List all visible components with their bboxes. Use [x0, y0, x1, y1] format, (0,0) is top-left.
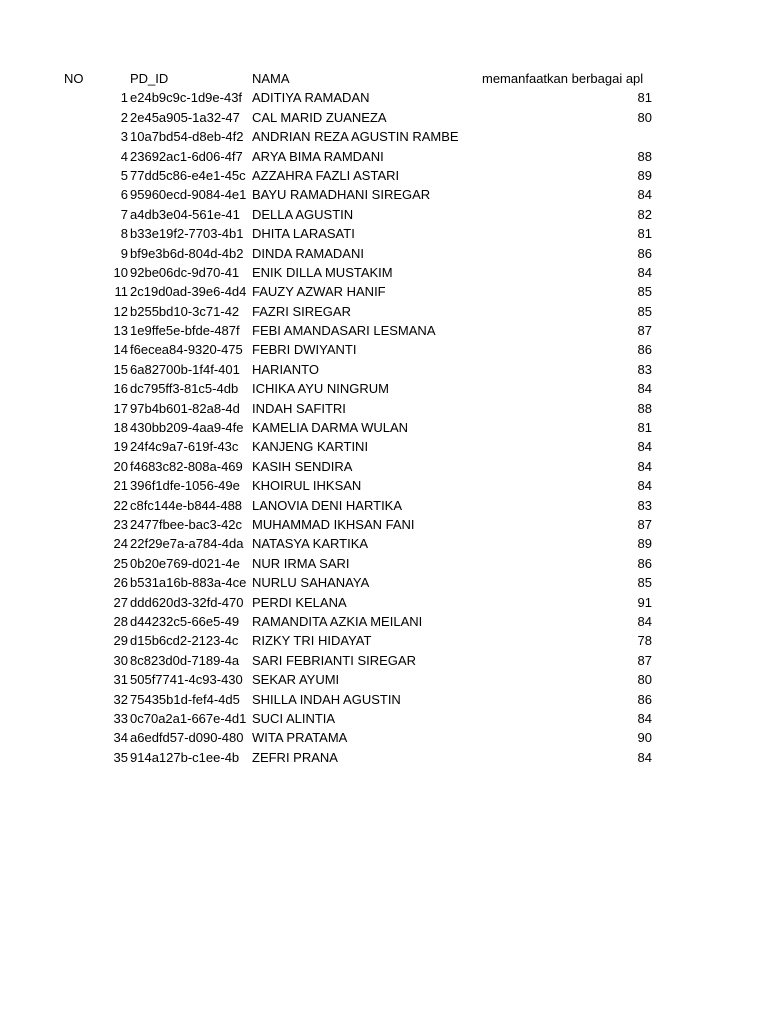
cell-score: 87 — [637, 652, 652, 668]
cell-no: 30 — [113, 652, 128, 668]
cell-score: 87 — [637, 323, 652, 339]
cell-pd-id: b255bd10-3c71-42 — [130, 303, 240, 319]
table-row — [0, 728, 768, 747]
cell-nama: FEBRI DWIYANTI — [252, 342, 357, 358]
cell-nama: ZEFRI PRANA — [252, 749, 338, 765]
cell-score: 84 — [637, 613, 652, 629]
header-pd-id: PD_ID — [130, 71, 169, 86]
cell-no: 7 — [120, 206, 128, 222]
cell-score: 84 — [637, 478, 652, 494]
cell-pd-id: 2477fbee-bac3-42c — [130, 516, 243, 532]
cell-no: 35 — [113, 749, 128, 765]
cell-nama: WITA PRATAMA — [252, 730, 348, 746]
table-row — [0, 748, 768, 767]
cell-nama: KANJENG KARTINI — [252, 439, 369, 455]
cell-score: 81 — [637, 90, 652, 106]
cell-score: 80 — [637, 109, 652, 125]
cell-pd-id: a4db3e04-561e-41 — [130, 206, 240, 222]
cell-score: 89 — [637, 536, 652, 552]
table-row — [0, 321, 768, 340]
cell-pd-id: 75435b1d-fef4-4d5 — [130, 691, 240, 707]
cell-no: 23 — [113, 516, 128, 532]
table-row — [0, 709, 768, 728]
cell-nama: FAUZY AZWAR HANIF — [252, 284, 386, 300]
cell-nama: ENIK DILLA MUSTAKIM — [252, 264, 393, 280]
spreadsheet — [0, 69, 768, 767]
cell-no: 34 — [113, 730, 128, 746]
cell-pd-id: 97b4b601-82a8-4d — [130, 400, 240, 416]
table-row — [0, 534, 768, 553]
table-row — [0, 263, 768, 282]
cell-nama: FEBI AMANDASARI LESMANA — [252, 323, 436, 339]
cell-no: 4 — [120, 148, 128, 164]
cell-no: 13 — [113, 323, 128, 339]
table-row — [0, 244, 768, 263]
table-body — [0, 88, 768, 767]
cell-score: 86 — [637, 245, 652, 261]
cell-pd-id: b531a16b-883a-4ce — [130, 575, 247, 591]
table-row — [0, 670, 768, 689]
cell-no: 26 — [113, 575, 128, 591]
cell-nama: CAL MARID ZUANEZA — [252, 109, 387, 125]
cell-score: 89 — [637, 167, 652, 183]
table-row — [0, 612, 768, 631]
cell-no: 1 — [120, 90, 128, 106]
cell-nama: HARIANTO — [252, 361, 319, 377]
cell-nama: MUHAMMAD IKHSAN FANI — [252, 516, 415, 532]
cell-pd-id: 2c19d0ad-39e6-4d4 — [130, 284, 247, 300]
cell-nama: ANDRIAN REZA AGUSTIN RAMBE — [252, 129, 459, 145]
table-row — [0, 651, 768, 670]
table-row — [0, 108, 768, 127]
cell-nama: LANOVIA DENI HARTIKA — [252, 497, 403, 513]
cell-nama: SHILLA INDAH AGUSTIN — [252, 691, 401, 707]
cell-no: 28 — [113, 613, 128, 629]
cell-nama: NUR IRMA SARI — [252, 555, 350, 571]
cell-score: 88 — [637, 400, 652, 416]
table-row — [0, 360, 768, 379]
cell-pd-id: 396f1dfe-1056-49e — [130, 478, 240, 494]
cell-pd-id: 8c823d0d-7189-4a — [130, 652, 240, 668]
cell-no: 15 — [113, 361, 128, 377]
cell-pd-id: e24b9c9c-1d9e-43f — [130, 90, 243, 106]
cell-score: 84 — [637, 439, 652, 455]
cell-score: 84 — [637, 749, 652, 765]
table-row — [0, 631, 768, 650]
cell-nama: RIZKY TRI HIDAYAT — [252, 633, 372, 649]
table-row — [0, 476, 768, 495]
cell-pd-id: 6a82700b-1f4f-401 — [130, 361, 240, 377]
cell-pd-id: 23692ac1-6d06-4f7 — [130, 148, 243, 164]
cell-nama: AZZAHRA FAZLI ASTARI — [252, 167, 400, 183]
table-row — [0, 302, 768, 321]
cell-pd-id: 430bb209-4aa9-4fe — [130, 420, 244, 436]
table-row — [0, 127, 768, 146]
cell-nama: KAMELIA DARMA WULAN — [252, 420, 409, 436]
cell-pd-id: f6ecea84-9320-475 — [130, 342, 243, 358]
cell-pd-id: b33e19f2-7703-4b1 — [130, 226, 244, 242]
cell-nama: PERDI KELANA — [252, 594, 347, 610]
cell-no: 10 — [113, 264, 128, 280]
cell-score: 84 — [637, 381, 652, 397]
table-row — [0, 185, 768, 204]
header-no: NO — [64, 71, 84, 86]
cell-score: 80 — [637, 672, 652, 688]
cell-score: 85 — [637, 575, 652, 591]
cell-no: 14 — [113, 342, 128, 358]
cell-pd-id: 77dd5c86-e4e1-45c — [130, 167, 246, 183]
cell-pd-id: 0b20e769-d021-4e — [130, 555, 240, 571]
cell-no: 22 — [113, 497, 128, 513]
cell-no: 31 — [113, 672, 128, 688]
cell-score: 84 — [637, 264, 652, 280]
cell-no: 2 — [120, 109, 128, 125]
cell-nama: FAZRI SIREGAR — [252, 303, 351, 319]
cell-score: 86 — [637, 691, 652, 707]
table-row — [0, 515, 768, 534]
cell-nama: NATASYA KARTIKA — [252, 536, 369, 552]
cell-pd-id: f4683c82-808a-469 — [130, 458, 243, 474]
table-row — [0, 418, 768, 437]
cell-nama: SARI FEBRIANTI SIREGAR — [252, 652, 416, 668]
cell-pd-id: 92be06dc-9d70-41 — [130, 264, 240, 280]
cell-nama: DELLA AGUSTIN — [252, 206, 354, 222]
table-row — [0, 282, 768, 301]
cell-no: 3 — [120, 129, 128, 145]
cell-no: 24 — [113, 536, 128, 552]
cell-pd-id: 1e9ffe5e-bfde-487f — [130, 323, 240, 339]
table-row — [0, 457, 768, 476]
cell-no: 29 — [113, 633, 128, 649]
cell-no: 16 — [113, 381, 128, 397]
table-row — [0, 690, 768, 709]
cell-pd-id: d15b6cd2-2123-4c — [130, 633, 239, 649]
header-score: memanfaatkan berbagai apl — [482, 71, 644, 86]
cell-score: 83 — [637, 497, 652, 513]
cell-nama: ARYA BIMA RAMDANI — [252, 148, 384, 164]
table-row — [0, 205, 768, 224]
cell-no: 27 — [113, 594, 128, 610]
table-row — [0, 88, 768, 107]
table-row — [0, 224, 768, 243]
cell-score: 81 — [637, 226, 652, 242]
cell-nama: SUCI ALINTIA — [252, 710, 336, 726]
cell-no: 33 — [113, 710, 128, 726]
cell-pd-id: 914a127b-c1ee-4b — [130, 749, 240, 765]
cell-score: 82 — [637, 206, 652, 222]
cell-nama: DINDA RAMADANI — [252, 245, 364, 261]
cell-nama: BAYU RAMADHANI SIREGAR — [252, 187, 431, 203]
cell-pd-id: 10a7bd54-d8eb-4f2 — [130, 129, 244, 145]
cell-score: 88 — [637, 148, 652, 164]
cell-pd-id: 505f7741-4c93-430 — [130, 672, 243, 688]
cell-score: 84 — [637, 458, 652, 474]
cell-score: 85 — [637, 303, 652, 319]
cell-pd-id: 2e45a905-1a32-47 — [130, 109, 240, 125]
cell-score: 83 — [637, 361, 652, 377]
table-row — [0, 554, 768, 573]
table-row — [0, 379, 768, 398]
table-row — [0, 437, 768, 456]
cell-score: 90 — [637, 730, 652, 746]
cell-pd-id: dc795ff3-81c5-4db — [130, 381, 239, 397]
table-row — [0, 399, 768, 418]
header-nama: NAMA — [252, 71, 290, 86]
cell-score: 78 — [637, 633, 652, 649]
cell-pd-id: d44232c5-66e5-49 — [130, 613, 240, 629]
cell-nama: DHITA LARASATI — [252, 226, 355, 242]
cell-no: 25 — [113, 555, 128, 571]
cell-score — [560, 127, 652, 146]
cell-no: 17 — [113, 400, 128, 416]
cell-nama: ADITIYA RAMADAN — [252, 90, 370, 106]
cell-pd-id: a6edfd57-d090-480 — [130, 730, 244, 746]
cell-score: 84 — [637, 710, 652, 726]
cell-score: 87 — [637, 516, 652, 532]
cell-nama: INDAH SAFITRI — [252, 400, 346, 416]
cell-score: 86 — [637, 555, 652, 571]
cell-pd-id: 24f4c9a7-619f-43c — [130, 439, 239, 455]
cell-pd-id: 95960ecd-9084-4e1 — [130, 187, 247, 203]
cell-no: 21 — [113, 478, 128, 494]
cell-no: 12 — [113, 303, 128, 319]
cell-score: 85 — [637, 284, 652, 300]
cell-no: 8 — [120, 226, 128, 242]
cell-no: 11 — [114, 284, 128, 300]
cell-score: 86 — [637, 342, 652, 358]
cell-score: 81 — [637, 420, 652, 436]
cell-score: 84 — [637, 187, 652, 203]
cell-no: 19 — [113, 439, 128, 455]
cell-nama: KHOIRUL IHKSAN — [252, 478, 362, 494]
cell-pd-id: bf9e3b6d-804d-4b2 — [130, 245, 244, 261]
cell-pd-id: 0c70a2a1-667e-4d1 — [130, 710, 247, 726]
table-row — [0, 593, 768, 612]
cell-nama: RAMANDITA AZKIA MEILANI — [252, 613, 423, 629]
cell-pd-id: c8fc144e-b844-488 — [130, 497, 243, 513]
cell-nama: ICHIKA AYU NINGRUM — [252, 381, 390, 397]
cell-nama: KASIH SENDIRA — [252, 458, 353, 474]
table-row — [0, 147, 768, 166]
cell-nama: NURLU SAHANAYA — [252, 575, 370, 591]
table-row — [0, 166, 768, 185]
cell-pd-id: 22f29e7a-a784-4da — [130, 536, 244, 552]
cell-no: 32 — [113, 691, 128, 707]
header-row — [0, 69, 768, 88]
cell-no: 5 — [120, 167, 128, 183]
cell-no: 18 — [113, 420, 128, 436]
cell-no: 9 — [120, 245, 128, 261]
table-row — [0, 496, 768, 515]
cell-nama: SEKAR AYUMI — [252, 672, 340, 688]
cell-no: 6 — [120, 187, 128, 203]
cell-pd-id: ddd620d3-32fd-470 — [130, 594, 244, 610]
cell-score: 91 — [637, 594, 652, 610]
cell-no: 20 — [113, 458, 128, 474]
table-row — [0, 573, 768, 592]
table-row — [0, 340, 768, 359]
